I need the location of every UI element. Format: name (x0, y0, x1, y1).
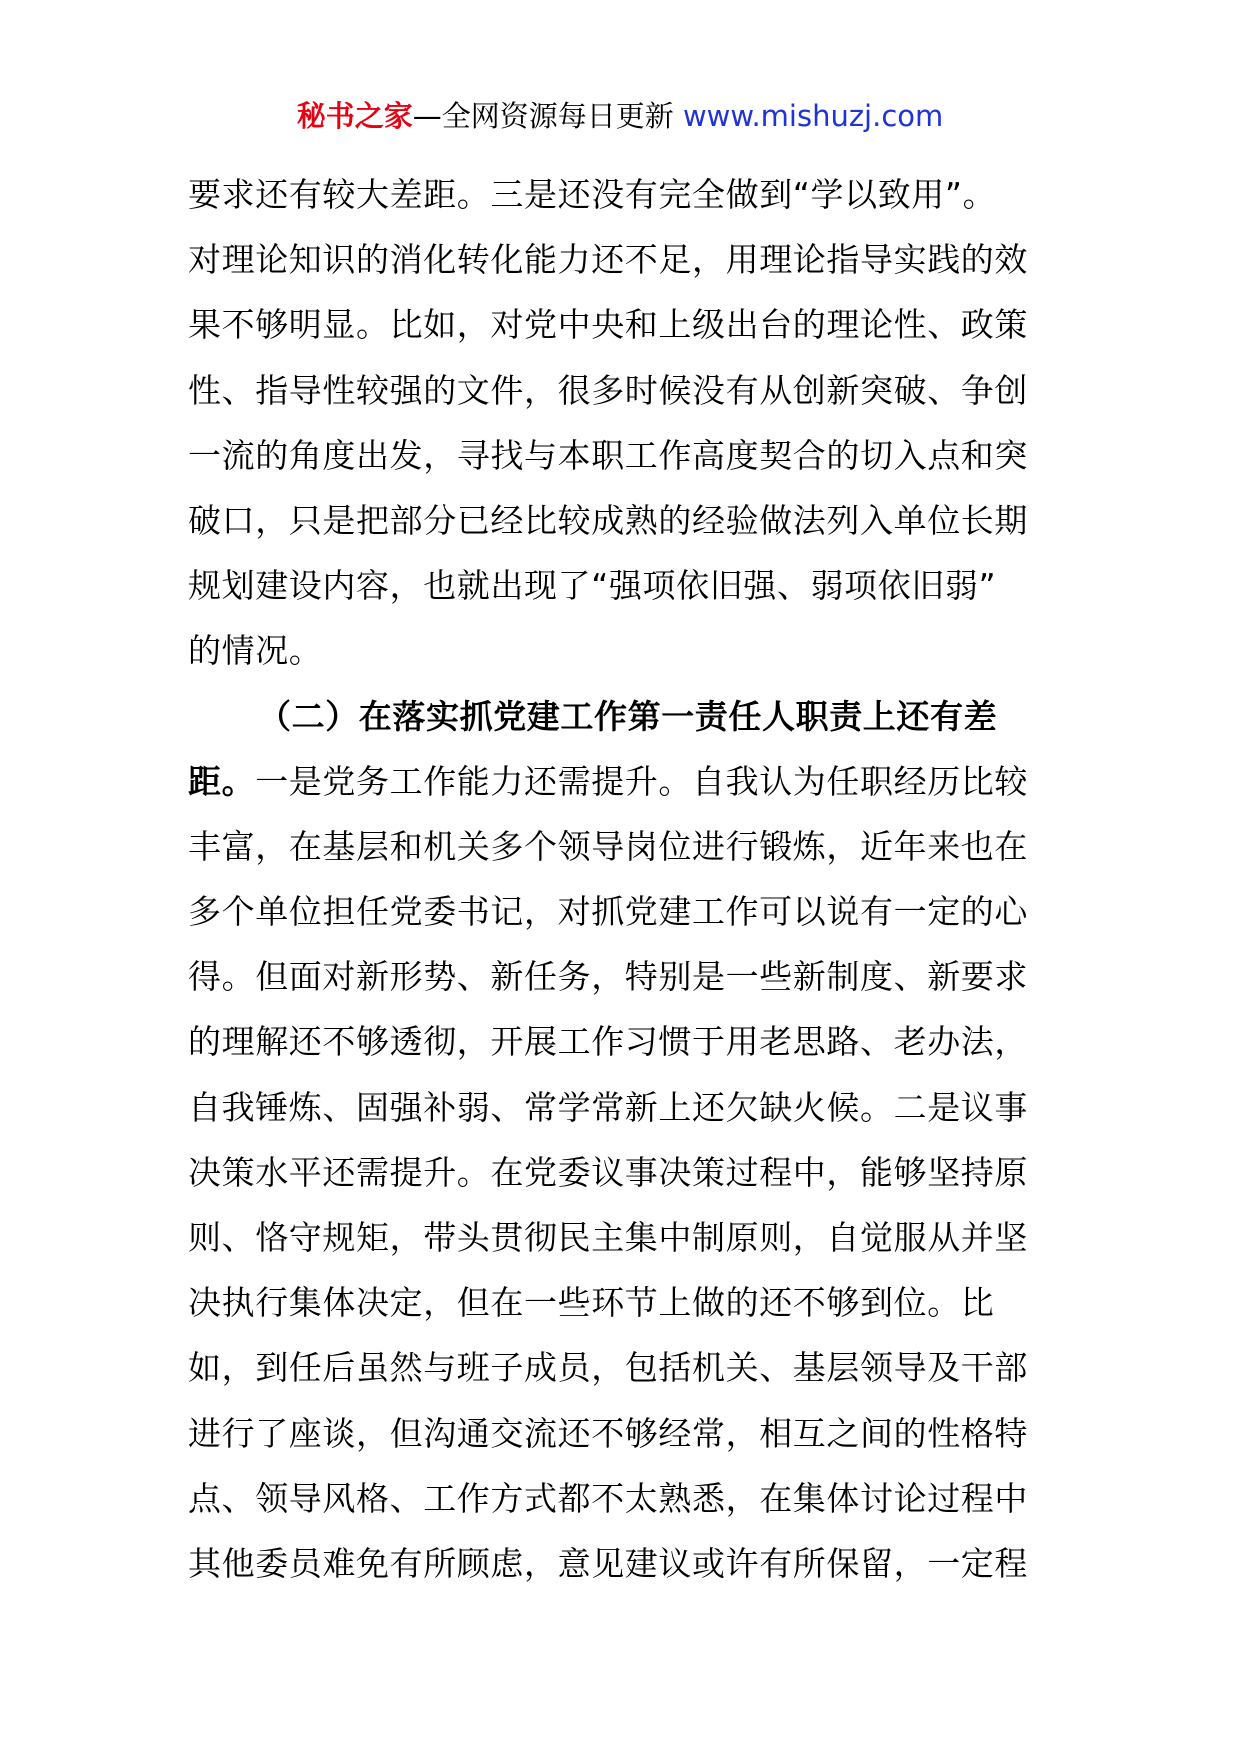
section-heading-text: （二）在落实抓党建工作第一责任人职责上还有差 (258, 696, 998, 736)
body-line (188, 749, 1060, 814)
header-brand: 秘书之家 (296, 99, 413, 133)
header-tagline: —全网资源每日更新 (412, 99, 674, 133)
section-heading-end: 距。 (188, 761, 256, 801)
body-line: 的情况。 (188, 631, 323, 671)
body-line: 要求还有较大差距。三是还没有完全做到“学以致用”。 (188, 175, 997, 214)
body-line: 决策水平还需提升。在党委议事决策过程中，能够坚持原 (188, 1152, 1028, 1192)
body-line: 得。但面对新形势、新任务，特别是一些新制度、新要求 (188, 957, 1028, 997)
body-line: 决执行集体决定，但在一些环节上做的还不够到位。比 (188, 1283, 995, 1323)
body-line: 性、指导性较强的文件，很多时候没有从创新突破、争创 (188, 370, 1028, 410)
body-line: 多个单位担任党委书记，对抓党建工作可以说有一定的心 (188, 892, 1028, 932)
body-line: 如，到任后虽然与班子成员，包括机关、基层领导及干部 (188, 1348, 1028, 1388)
body-line: 的理解还不够透彻，开展工作习惯于用老思路、老办法， (188, 1022, 1028, 1062)
body-line: 丰富，在基层和机关多个领导岗位进行锻炼，近年来也在 (188, 826, 1028, 866)
body-line: 其他委员难免有所顾虑，意见建议或许有所保留，一定程 (188, 1543, 1028, 1583)
body-line: 规划建设内容，也就出现了“强项依旧强、弱项依旧弱” (188, 566, 997, 606)
body-line: 点、领导风格、工作方式都不太熟悉，在集体讨论过程中 (188, 1478, 1028, 1518)
header-url-link[interactable]: www.mishuzj.com (682, 99, 944, 133)
body-line: 破口，只是把部分已经比较成熟的经验做法列入单位长期 (188, 500, 1028, 540)
body-line: 一流的角度出发，寻找与本职工作高度契合的切入点和突 (188, 435, 1028, 475)
body-line: 对理论知识的消化转化能力还不足，用理论指导实践的效 (188, 240, 1028, 280)
body-line: 自我锤炼、固强补弱、常学常新上还欠缺火候。二是议事 (188, 1087, 1028, 1127)
body-line: 果不够明显。比如，对党中央和上级出台的理论性、政策 (188, 305, 1028, 345)
section-heading (188, 684, 1060, 749)
body-line: 则、恪守规矩，带头贯彻民主集中制原则，自觉服从并坚 (188, 1218, 1028, 1257)
document-body (188, 162, 1060, 1596)
page-header (0, 96, 1240, 136)
body-line: 进行了座谈，但沟通交流还不够经常，相互之间的性格特 (188, 1413, 1028, 1453)
body-line-text: 一是党务工作能力还需提升。自我认为任职经历比较 (255, 761, 1029, 801)
